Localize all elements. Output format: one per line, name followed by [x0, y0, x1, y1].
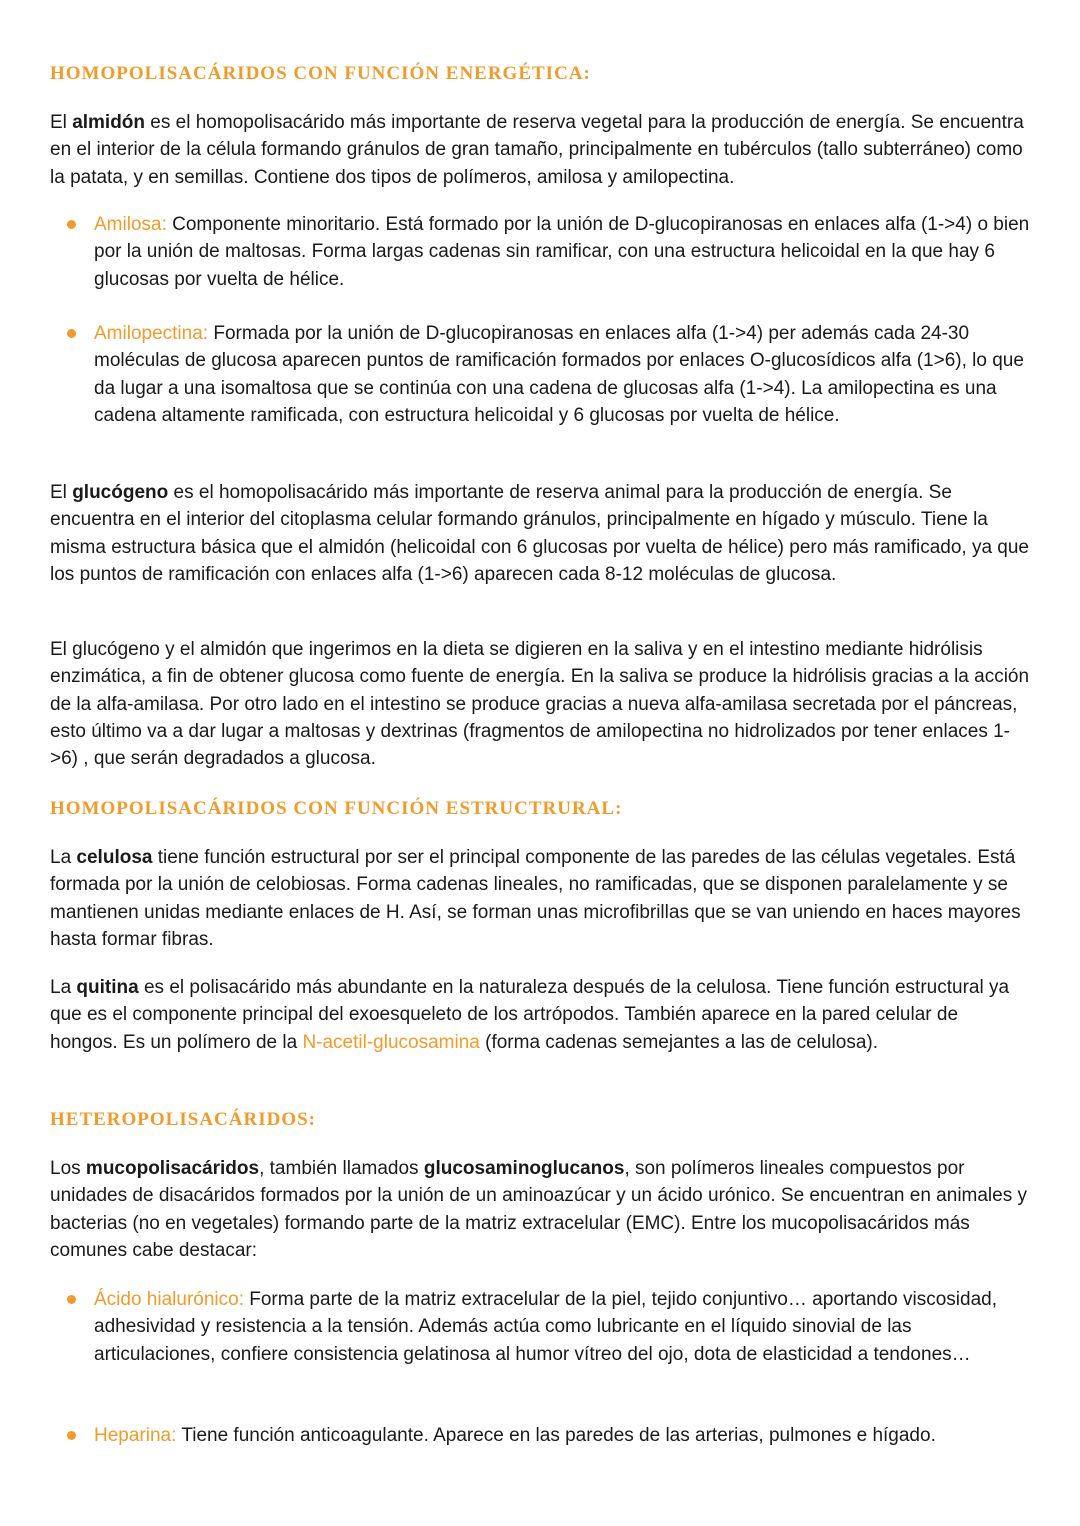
term-chitin: quitina [76, 977, 139, 998]
paragraph-mucopolysaccharides: Los mucopolisacáridos, también llamados glucosaminoglucanos, son polímeros lineales compuestos por unidades de disacáridos formados por la unión de un aminoazúcar y un ácido urónico. Se encuentran en animales y bacterias (no en vegetales) formando parte de la matriz extracelular (EMC). Entre los mucopolisacáridos más comunes cabe destacar: [50, 1158, 1027, 1261]
list-energetic-2 [50, 320, 1030, 429]
term-starch: almidón [72, 112, 146, 133]
heading-structural: HOMOPOLISACÁRIDOS CON FUNCIÓN ESTRUCTRURAL: [50, 798, 623, 819]
bullet-dot-icon [67, 220, 76, 229]
term-glucosaminoglycans: glucosaminoglucanos [423, 1158, 625, 1179]
paragraph-starch: El almidón es el homopolisacárido más importante de reserva vegetal para la producción de energía. Se encuentra en el interior de la célula formando gránulos de gran tamaño, principalmente en tubérculos (tallo subterráneo) como la patata, y en semillas. Contiene dos tipos de polímeros, amilosa y amilopectina. [50, 112, 1024, 188]
list-item-amilosa: Amilosa: Componente minoritario. Está formado por la unión de D-glucopiranosas en enlaces alfa (1->4) o bien por la unión de maltosas. Forma largas cadenas sin ramificar, con una estructura helicoidal en la que hay 6 glucosas por vuelta de hélice. [50, 211, 1030, 293]
list-item-heparin: Heparina: Tiene función anticoagulante. Aparece en las paredes de las arterias, pulmones e hígado. [50, 1422, 1030, 1449]
term-cellulose: celulosa [76, 847, 153, 868]
list-hetero-1 [50, 1286, 1030, 1368]
paragraph-chitin: La quitina es el polisacárido más abundante en la naturaleza después de la celulosa. Tiene función estructural ya que es el componente principal del exoesqueleto de los artrópodos. También aparece en la pared celular de hongos. Es un polímero de la N-acetil-glucosamina (forma cadenas semejantes a las de celulosa). [50, 977, 1010, 1053]
heading-hetero: HETEROPOLISACÁRIDOS: [50, 1109, 316, 1130]
paragraph-glycogen: El glucógeno es el homopolisacárido más importante de reserva animal para la producción de energía. Se encuentra en el interior del citoplasma celular formando gránulos, principalmente en hígado y músculo. Tiene la misma estructura básica que el almidón (helicoidal con 6 glucosas por vuelta de hélice) pero más ramificado, ya que los puntos de ramificación con enlaces alfa (1->6) aparecen cada 8-12 moléculas de glucosa. [50, 482, 1030, 585]
bullet-dot-icon [67, 329, 76, 338]
term-glycogen: glucógeno [72, 482, 169, 503]
term-mucopolysaccharides: mucopolisacáridos [85, 1158, 260, 1179]
term-n-acetyl-glucosamine: N-acetil-glucosamina [302, 1031, 480, 1053]
heading-energetic: HOMOPOLISACÁRIDOS CON FUNCIÓN ENERGÉTICA: [50, 63, 591, 84]
list-item-amilopectina: Amilopectina: Formada por la unión de D-glucopiranosas en enlaces alfa (1->4) per además cada 24-30 moléculas de glucosa aparecen puntos de ramificación formados por enlaces O-glucosídicos alfa (1>6), lo que da lugar a una isomaltosa que se continúa con una cadena de glucosas alfa (1->4). La amilopectina es una cadena altamente ramificada, con estructura helicoidal y 6 glucosas por vuelta de hélice. [50, 320, 1030, 429]
paragraph-digestion: El glucógeno y el almidón que ingerimos en la dieta se digieren en la saliva y en el intestino mediante hidrólisis enzimática, a fin de obtener glucosa como fuente de energía. En la saliva se produce la hidrólisis gracias a la acción de la alfa-amilasa. Por otro lado en el intestino se produce gracias a nueva alfa-amilasa secretada por el páncreas, esto último va a dar lugar a maltosas y dextrinas (fragmentos de amilopectina no hidrolizados por tener enlaces 1->6) , que serán degradados a glucosa. [50, 639, 1030, 770]
list-energetic-1 [50, 211, 1030, 293]
bullet-dot-icon [67, 1431, 76, 1440]
list-item-hyaluronic: Ácido hialurónico: Forma parte de la matriz extracelular de la piel, tejido conjuntivo… aportando viscosidad, adhesividad y resistencia a la tensión. Además actúa como lubricante en el líquido sinovial de las articulaciones, confiere consistencia gelatinosa al humor vítreo del ojo, dota de elasticidad a tendones… [50, 1286, 1030, 1368]
bullet-dot-icon [67, 1295, 76, 1304]
paragraph-cellulose: La celulosa tiene función estructural por ser el principal componente de las paredes de las células vegetales. Está formada por la unión de celobiosas. Forma cadenas lineales, no ramificadas, que se disponen paralelamente y se mantienen unidas mediante enlaces de H. Así, se forman unas microfibrillas que se van uniendo en haces mayores hasta formar fibras. [50, 847, 1021, 950]
list-hetero-2 [50, 1422, 1030, 1449]
